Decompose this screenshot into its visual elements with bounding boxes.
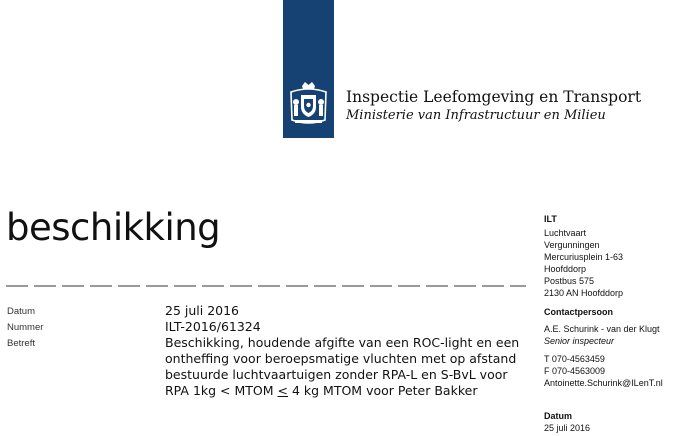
sidebar-org: ILT — [544, 214, 557, 224]
sidebar-dept: Luchtvaart — [544, 228, 587, 238]
contact-fax: F 070-4563009 — [544, 366, 606, 376]
sidebar-postbus: Postbus 575 — [544, 276, 595, 286]
sidebar-street: Mercuriusplein 1-63 — [544, 252, 624, 262]
contact-name: A.E. Schurink - van der Klugt — [544, 324, 660, 334]
contact-role: Senior inspecteur — [544, 336, 615, 346]
coat-of-arms-icon — [285, 80, 332, 128]
sidebar-date-heading: Datum — [544, 411, 573, 421]
subject-last-post: 4 kg MTOM voor Peter Bakker — [288, 383, 478, 398]
number-value: ILT-2016/61324 — [165, 319, 261, 334]
subject-line: ontheffing voor beroepsmatige vluchten met op afstand — [165, 351, 517, 366]
logo-bar — [283, 0, 334, 138]
contact-heading: Contactpersoon — [544, 307, 614, 317]
subject-label: Betreft — [7, 338, 35, 349]
subject-last-pre: RPA 1kg < MTOM — [165, 383, 278, 398]
contact-phone: T 070-4563459 — [544, 354, 605, 364]
sidebar-date-value: 25 juli 2016 — [544, 423, 591, 433]
ministry-name: Ministerie van Infrastructuur en Milieu — [346, 108, 606, 123]
date-value: 25 juli 2016 — [165, 303, 240, 318]
subject-line: Beschikking, houdende afgifte van een ROC-light en een — [165, 335, 520, 350]
sidebar-city: Hoofddorp — [544, 264, 587, 274]
sidebar-subdept: Vergunningen — [544, 240, 600, 250]
sidebar-postcode: 2130 AN Hoofddorp — [544, 288, 624, 298]
date-label: Datum — [7, 306, 35, 317]
subject-text — [165, 335, 525, 399]
subject-line: bestuurde luchtvaartuigen zonder RPA-L en S-BvL voor — [165, 367, 508, 382]
number-label: Nummer — [7, 322, 44, 333]
subject-line-last — [165, 383, 525, 399]
document-title: beschikking — [6, 206, 221, 249]
organization-name: Inspectie Leefomgeving en Transport — [346, 88, 642, 106]
dashed-separator — [6, 285, 526, 287]
less-or-equal-sign: < — [277, 383, 288, 398]
contact-email: Antoinette.Schurink@ILenT.nl — [544, 378, 663, 388]
